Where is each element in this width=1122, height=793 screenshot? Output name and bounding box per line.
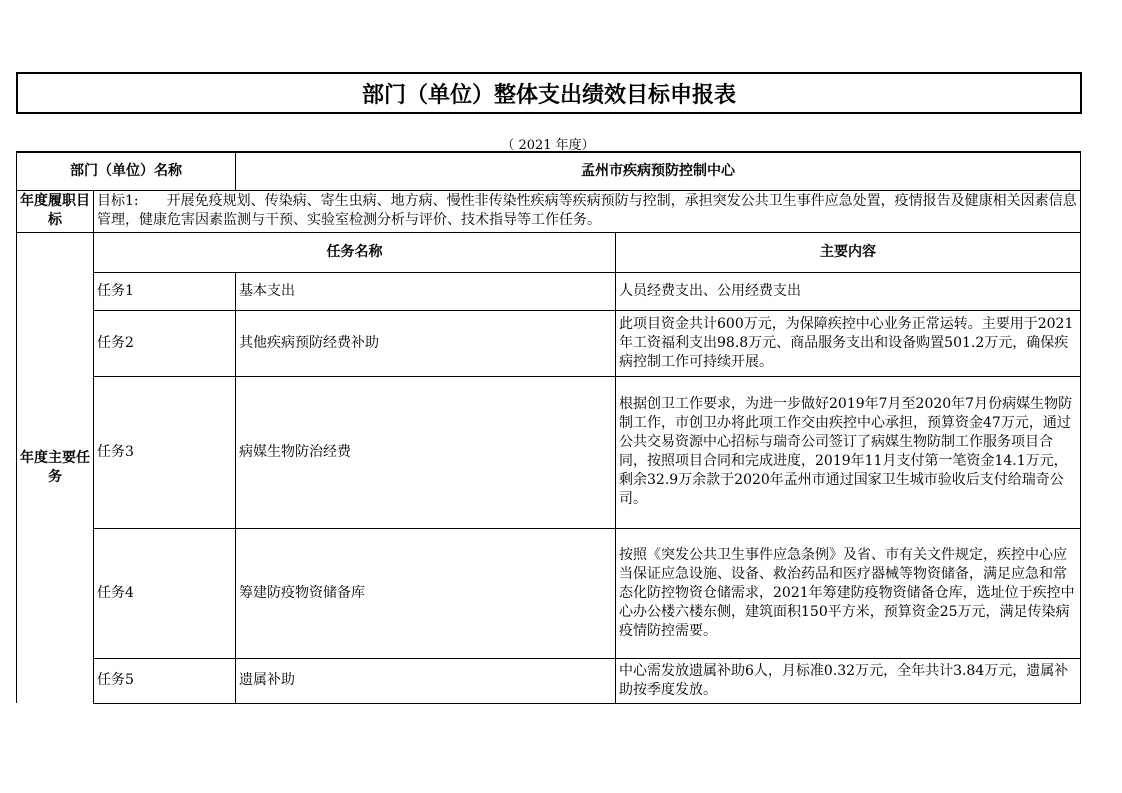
task-id: 任务4: [94, 528, 236, 658]
table-row: [17, 528, 1081, 658]
performance-table: [16, 151, 1081, 704]
task-content: 此项目资金共计600万元，为保障疾控中心业务正常运转。主要用于2021年工资福利支出98.8万元、商品服务支出和设备购置501.2万元，确保疾病控制工作可持续开展。: [616, 310, 1081, 376]
task-id: 任务1: [94, 272, 236, 310]
table-row: [17, 658, 1081, 703]
task-content: 中心需发放遗属补助6人，月标准0.32万元，全年共计3.84万元，遗属补助按季度发放。: [616, 658, 1081, 703]
dept-name-value: 孟州市疾病预防控制中心: [236, 152, 1081, 190]
task-content-header: 主要内容: [616, 232, 1081, 272]
form-title: 部门（单位）整体支出绩效目标申报表: [361, 82, 736, 108]
dept-name-label: 部门（单位）名称: [17, 152, 236, 190]
form-title-box: [16, 72, 1082, 114]
annual-goal-label: 年度履职目标: [17, 190, 94, 232]
task-name: 其他疾病预防经费补助: [236, 310, 616, 376]
task-name: 基本支出: [236, 272, 616, 310]
annual-goal-text: 目标1: 开展免疫规划、传染病、寄生虫病、地方病、慢性非传染性疾病等疾病预防与控制，承担突发公共卫生事件应急处置，疫情报告及健康相关因素信息管理，健康危害因素监测与干预、实验室检测分析与评价、技术指导等工作任务。: [94, 190, 1081, 232]
task-name: 筹建防疫物资储备库: [236, 528, 616, 658]
task-name-header: 任务名称: [94, 232, 616, 272]
task-content: 人员经费支出、公用经费支出: [616, 272, 1081, 310]
table-row: [17, 376, 1081, 528]
annual-tasks-label: 年度主要任务: [17, 232, 94, 703]
task-id: 任务3: [94, 376, 236, 528]
table-row: [17, 272, 1081, 310]
task-id: 任务2: [94, 310, 236, 376]
year-label: （ 2021 年度）: [501, 138, 595, 153]
table-row: [17, 310, 1081, 376]
task-id: 任务5: [94, 658, 236, 703]
task-content: 根据创卫工作要求，为进一步做好2019年7月至2020年7月份病媒生物防制工作，市创卫办将此项工作交由疾控中心承担，预算资金47万元，通过公共交易资源中心招标与瑞奇公司签订了病媒生物防制工作服务项目合同，按照项目合同和完成进度，2019年11月支付第一笔资金14.1万元，剩余32.9万余款于2020年孟州市通过国家卫生城市验收后支付给瑞奇公司。: [616, 376, 1081, 528]
task-name: 遗属补助: [236, 658, 616, 703]
task-content: 按照《突发公共卫生事件应急条例》及省、市有关文件规定，疾控中心应当保证应急设施、设备、救治药品和医疗器械等物资储备，满足应急和常态化防控物资仓储需求，2021年筹建防疫物资储备仓库，选址位于疾控中心办公楼六楼东侧，建筑面积150平方米，预算资金25万元，满足传染病疫情防控需要。: [616, 528, 1081, 658]
task-name: 病媒生物防治经费: [236, 376, 616, 528]
